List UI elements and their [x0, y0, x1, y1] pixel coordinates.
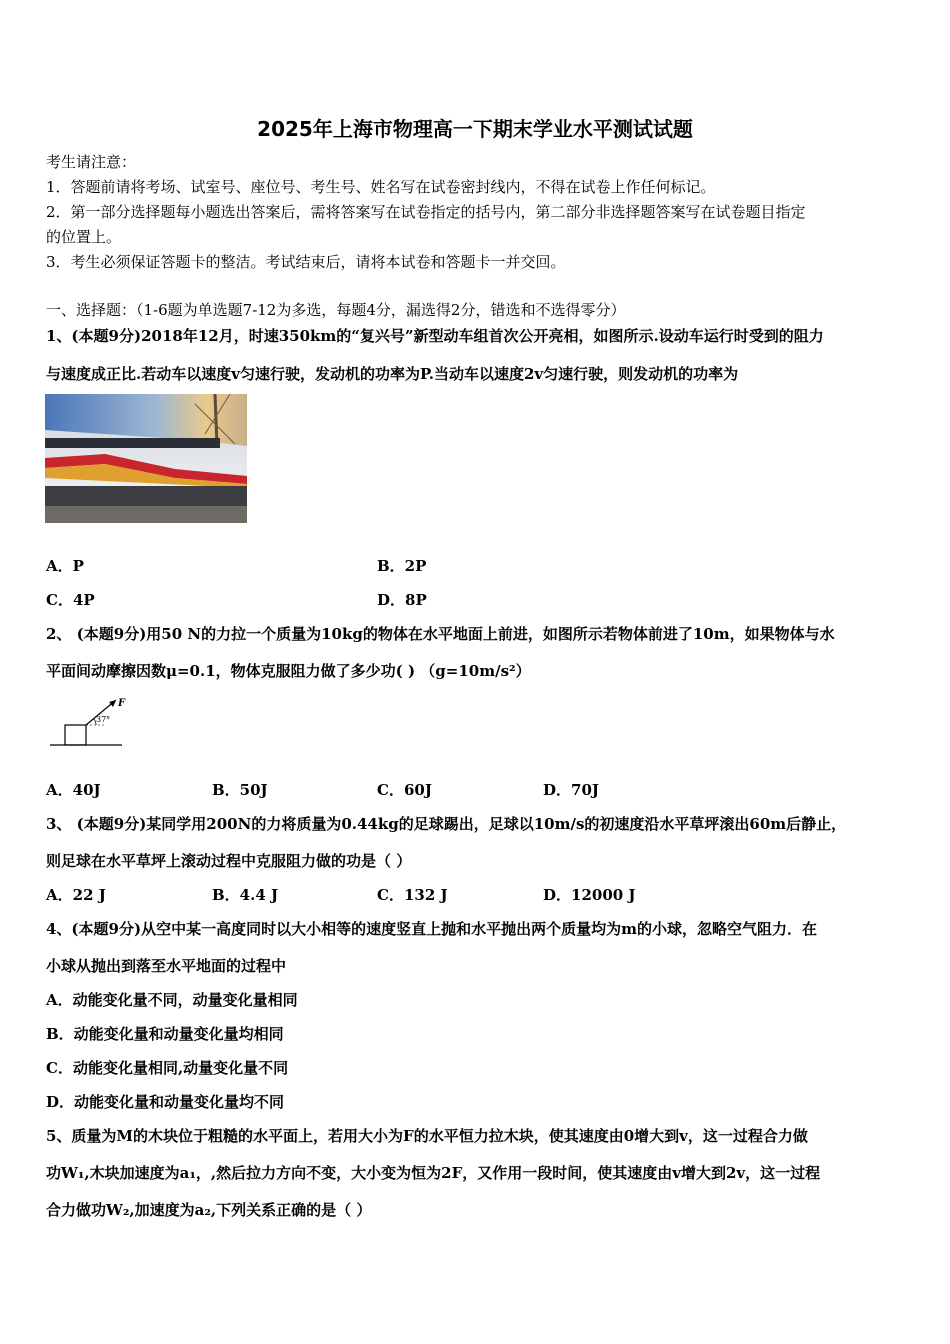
- question-4-line: 小球从抛出到落至水平地面的过程中: [46, 957, 287, 975]
- question-2-line: 平面间动摩擦因数μ=0.1，物体克服阻力做了多少功( ) （g=10m/s²）: [46, 662, 531, 680]
- option-c: C．4P: [46, 591, 95, 609]
- notice-item: 1．答题前请将考场、试室号、座位号、考生号、姓名写在试卷密封线内，不得在试卷上作任何标记。: [46, 178, 716, 196]
- question-1-line: 与速度成正比.若动车以速度v匀速行驶，发动机的功率为P.当动车以速度2v匀速行驶，则发动机的功率为: [46, 365, 739, 383]
- option-b: B．2P: [377, 557, 427, 575]
- section-heading: 一、选择题：（1-6题为单选题7-12为多选，每题4分，漏选得2分，错选和不选得零分）: [46, 301, 626, 319]
- option-d: D．70J: [543, 781, 599, 799]
- option-c: C．动能变化量相同,动量变化量不同: [46, 1059, 289, 1077]
- notice-heading: 考生请注意：: [46, 153, 137, 171]
- page-title: 2025年上海市物理高一下期末学业水平测试试题: [257, 117, 693, 141]
- option-b: B．50J: [212, 781, 268, 799]
- option-a: A．40J: [46, 781, 101, 799]
- option-d: D．动能变化量和动量变化量均不同: [46, 1093, 285, 1111]
- notice-item: 3．考生必须保证答题卡的整洁。考试结束后，请将本试卷和答题卡一并交回。: [46, 253, 566, 271]
- question-5-line: 功W₁,木块加速度为a₁，,然后拉力方向不变，大小变为恒为2F，又作用一段时间，使其速度由v增大到2v，这一过程: [46, 1164, 821, 1182]
- option-a: A．22 J: [46, 886, 106, 904]
- question-3-line: 则足球在水平草坪上滚动过程中克服阻力做的功是（ ）: [46, 852, 412, 870]
- option-c: C．60J: [377, 781, 432, 799]
- notice-item: 的位置上。: [46, 228, 122, 246]
- option-d: D．8P: [377, 591, 427, 609]
- question-2-line: 2、 (本题9分)用50 N的力拉一个质量为10kg的物体在水平地面上前进，如图所示若物体前进了10m，如果物体与水: [46, 625, 835, 643]
- option-a: A．P: [46, 557, 84, 575]
- train-photo: [45, 394, 247, 523]
- question-5-line: 合力做功W₂,加速度为a₂,下列关系正确的是（ ）: [46, 1201, 372, 1219]
- option-d: D．12000 J: [543, 886, 636, 904]
- force-diagram: [48, 694, 128, 750]
- option-c: C．132 J: [377, 886, 448, 904]
- question-3-line: 3、 (本题9分)某同学用200N的力将质量为0.44kg的足球踢出，足球以10m/s的初速度沿水平草坪滚出60m后静止，: [46, 815, 847, 833]
- question-4-line: 4、(本题9分)从空中某一高度同时以大小相等的速度竖直上抛和水平抛出两个质量均为m的小球，忽略空气阻力．在: [46, 920, 817, 938]
- question-1-line: 1、(本题9分)2018年12月，时速350km的“复兴号”新型动车组首次公开亮相，如图所示.设动车运行时受到的阻力: [46, 327, 824, 345]
- force-label: F: [118, 698, 126, 709]
- option-a: A．动能变化量不同，动量变化量相同: [46, 991, 298, 1009]
- notice-item: 2．第一部分选择题每小题选出答案后，需将答案写在试卷指定的括号内，第二部分非选择题答案写在试卷题目指定: [46, 203, 806, 221]
- option-b: B．4.4 J: [212, 886, 279, 904]
- angle-label: 37°: [96, 715, 111, 724]
- option-b: B．动能变化量和动量变化量均相同: [46, 1025, 284, 1043]
- question-5-line: 5、质量为M的木块位于粗糙的水平面上，若用大小为F的水平恒力拉木块，使其速度由0增大到v，这一过程合力做: [46, 1127, 808, 1145]
